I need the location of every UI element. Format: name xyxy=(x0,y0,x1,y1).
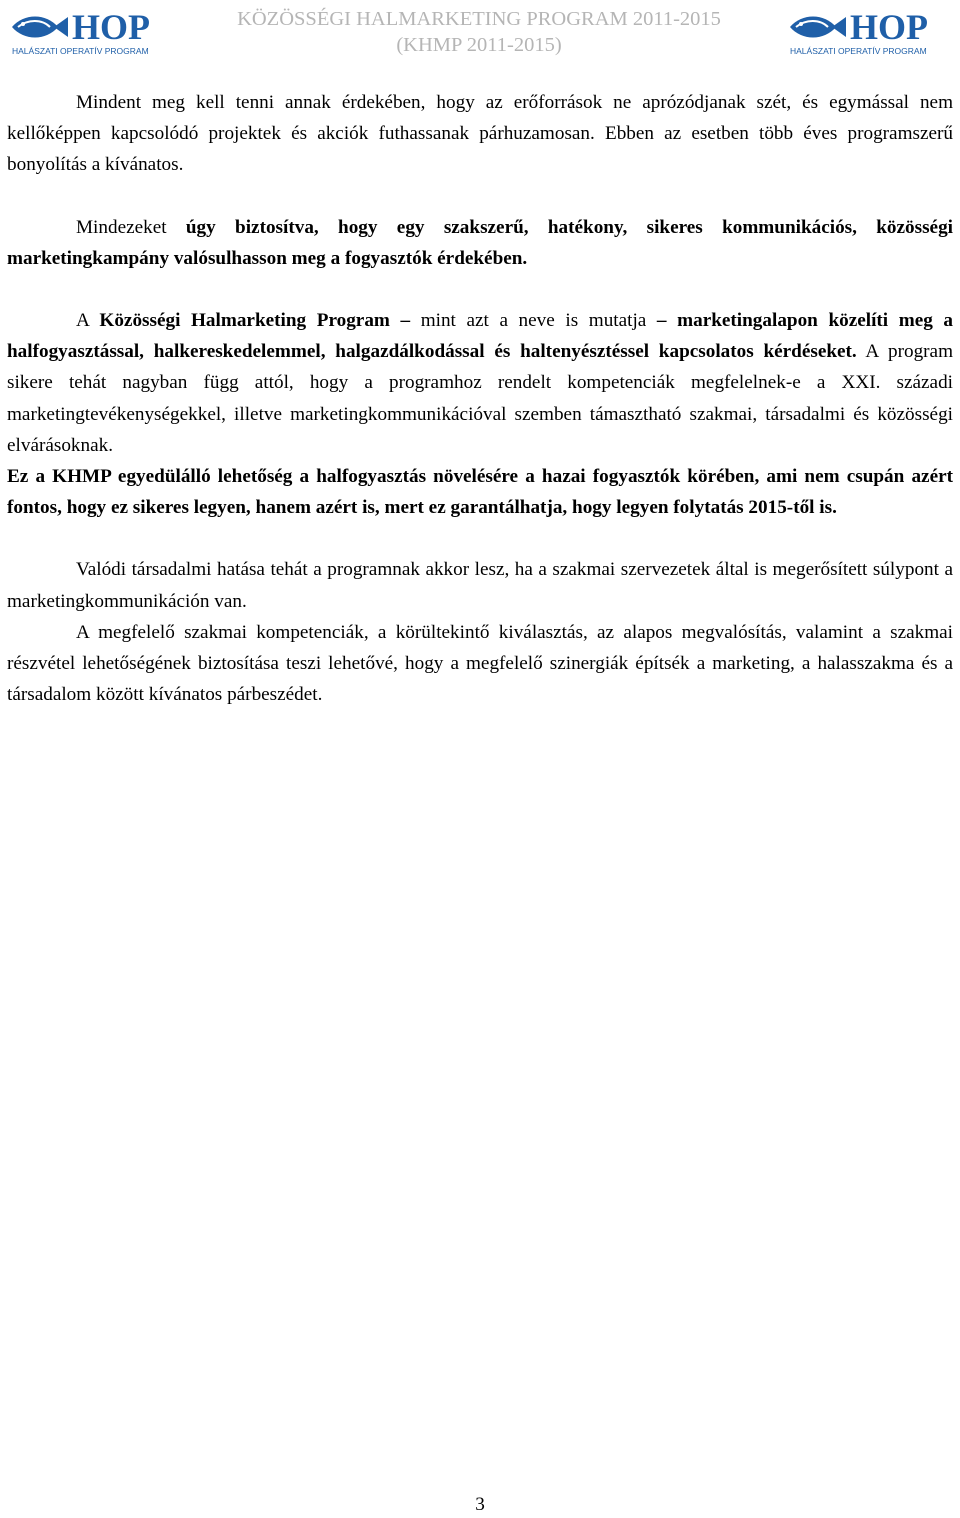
document-body xyxy=(7,87,953,710)
paragraph-khmp-opportunity xyxy=(7,461,953,523)
paragraph-program xyxy=(7,305,953,461)
logo-sub-text: HALÁSZATI OPERATÍV PROGRAM xyxy=(12,46,149,56)
paragraph-competencies: A megfelelő szakmai kompetenciák, a körültekintő kiválasztás, az alapos megvalósítás, valamint a szakmai részvétel lehetőségének biztosítása teszi lehetővé, hogy a megfelelő szinergiák építsék a marketing, a halasszakma és a társadalom között kívánatos párbeszédet. xyxy=(7,621,953,706)
text-run-bold: – xyxy=(646,310,678,332)
text-run: A program sikere tehát nagyban függ attól, hogy a programhoz rendelt kompetenciák megfelelnek-e a XXI. századi marketingtevékenységekkel, illetve marketingkommunikációval szemben támasztható szakmai, társadalmi és közösségi elvárásoknak. xyxy=(7,341,953,456)
paragraph-social-impact: Valódi társadalmi hatása tehát a programnak akkor lesz, ha a szakmai szervezetek által is megerősített súlypont a marketingkommunikáción van. xyxy=(7,559,953,612)
paragraph-resources: Mindent meg kell tenni annak érdekében, hogy az erőforrások ne aprózódjanak szét, és egymással nem kellőképpen kapcsolódó projektek és akciók futhassanak párhuzamosan. Ebben az esetben több éves programszerű bonyolítás a kívánatos. xyxy=(7,92,953,176)
logo-sub-text: HALÁSZATI OPERATÍV PROGRAM xyxy=(790,46,927,56)
text-run: Mindezeket xyxy=(76,216,186,238)
text-run-bold: – xyxy=(389,310,421,332)
logo-main-text: HOP xyxy=(850,7,928,47)
text-run-bold: úgy biztosítva, hogy egy szakszerű, hatékony, sikeres kommunikációs, közösségi marketingkampány valósulhasson meg a fogyasztók érdekében. xyxy=(7,216,953,269)
text-run: mint azt a neve is mutatja xyxy=(420,310,647,332)
fish-logo-icon xyxy=(10,5,174,57)
header-title xyxy=(170,6,788,58)
header-title-line1: KÖZÖSSÉGI HALMARKETING PROGRAM 2011-2015 xyxy=(237,8,721,30)
logo-main-text: HOP xyxy=(72,7,150,47)
hop-logo-left xyxy=(10,5,174,57)
fish-logo-icon xyxy=(788,5,952,57)
header-title-line2: (KHMP 2011-2015) xyxy=(396,34,562,56)
text-run-bold: Ez a KHMP egyedülálló lehetőség a halfogyasztás növelésére a hazai fogyasztók körében, ami nem csupán azért fontos, hogy ez sikeres legyen, hanem azért is, mert ez garantálhatja, hogy legyen folytatás 2015-től is. xyxy=(7,466,953,519)
text-run-bold: Közösségi Halmarketing Program xyxy=(99,310,390,332)
page-number: 3 xyxy=(475,1494,485,1515)
paragraph-campaign xyxy=(7,212,953,274)
page-header xyxy=(0,0,960,62)
text-run-bold: marketingalapon közelíti meg a halfogyasztással, halkereskedelemmel, halgazdálkodással és haltenyésztéssel kapcsolatos kérdéseket. xyxy=(7,310,954,363)
text-run: A xyxy=(76,310,100,332)
hop-logo-right xyxy=(788,5,952,57)
